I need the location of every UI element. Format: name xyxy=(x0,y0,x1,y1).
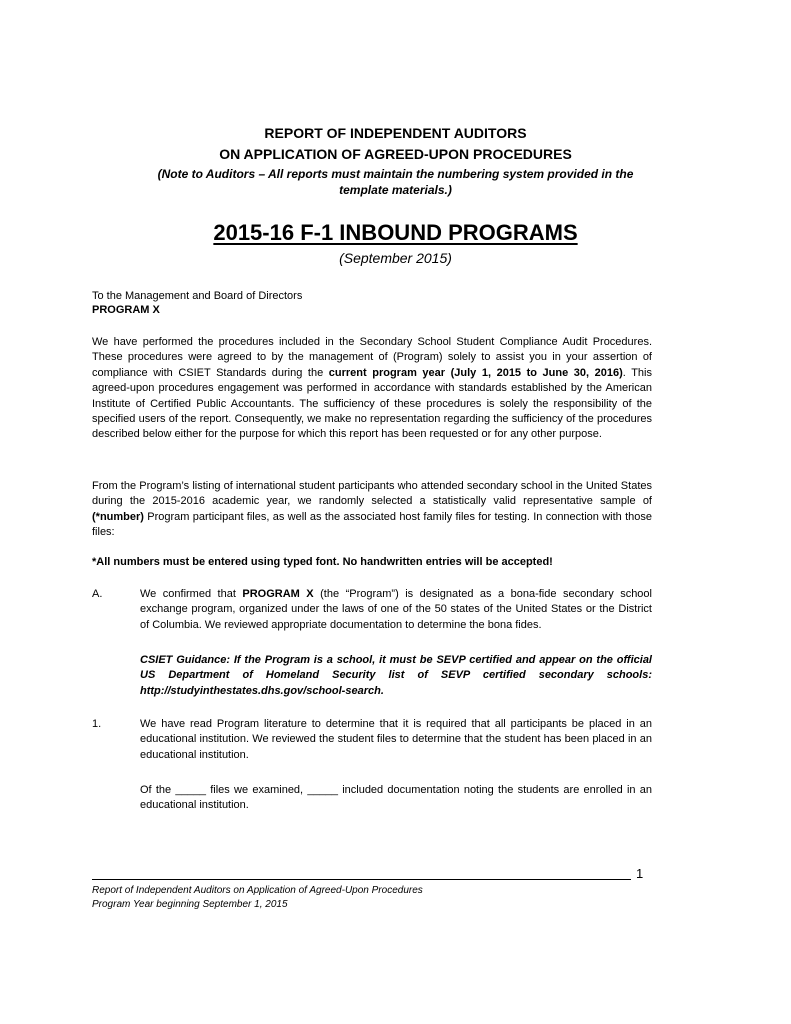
paragraph-procedures-text2: . This agreed-upon procedures engagement was performed in accordance with standards established by the American Institute of Certified Public Accountants. The sufficiency of these procedures is solely the responsibility of the specified users of the report. Consequently, we make no representation regarding the sufficiency of the procedures described below either for the purpose for which this report has been requested or for any other purpose. xyxy=(92,366,652,441)
footer-line2: Program Year beginning September 1, 2015 xyxy=(92,899,288,910)
csiet-guidance: CSIET Guidance: If the Program is a school, it must be SEVP certified and appear on the official US Department of Homeland Security list of SEVP certified secondary schools: http://studyinthestates.dhs.gov/school-search. xyxy=(140,654,652,697)
item-a-label: A. xyxy=(92,588,103,600)
paragraph-sample xyxy=(92,479,652,541)
document-date: (September 2015) xyxy=(339,250,452,266)
addressee-line1: To the Management and Board of Directors xyxy=(92,290,303,302)
paragraph-procedures xyxy=(92,335,652,443)
item-1-fill-in: Of the _____ files we examined, _____ included documentation noting the students are enrolled in an educational institution. xyxy=(140,784,652,812)
item-1-label: 1. xyxy=(92,718,102,730)
item-a-text xyxy=(140,587,652,633)
document-title xyxy=(92,219,699,247)
auditor-note xyxy=(92,166,699,198)
paragraph-sample-text2: Program participant files, as well as the associated host family files for testing. In connection with those files: xyxy=(92,510,652,539)
paragraph-procedures-text1: We have performed the procedures included in the Secondary School Student Compliance Audit Procedures. These procedures were agreed to by the management of (Program) solely to assist you in your assertion of compliance with CSIET Standards during the xyxy=(92,336,652,379)
paragraph-sample-bold: (*number) xyxy=(92,510,144,523)
footer-line1: Report of Independent Auditors on Application of Agreed-Upon Procedures xyxy=(92,885,423,896)
typed-font-notice: *All numbers must be entered using typed font. No handwritten entries will be accepted! xyxy=(92,556,553,568)
report-heading-line2: ON APPLICATION OF AGREED-UPON PROCEDURES xyxy=(219,146,572,162)
item-a-bold: PROGRAM X xyxy=(242,588,314,600)
footer-rule xyxy=(92,879,631,880)
auditor-note-line1: (Note to Auditors – All reports must maintain the numbering system provided in the xyxy=(157,167,634,181)
paragraph-sample-text1: From the Program’s listing of international student participants who attended secondary school in the United States during the 2015-2016 academic year, we randomly selected a statistically valid representative sample of xyxy=(92,480,652,508)
auditor-note-line2: template materials.) xyxy=(339,183,452,197)
paragraph-procedures-bold: current program year (July 1, 2015 to June 30, 2016) xyxy=(328,366,623,379)
item-a-text1: We confirmed that xyxy=(140,588,243,600)
page-number: 1 xyxy=(636,866,644,881)
addressee-line2: PROGRAM X xyxy=(92,304,160,316)
document-title-text: 2015-16 F-1 INBOUND PROGRAMS xyxy=(213,220,578,245)
report-heading-line1: REPORT OF INDEPENDENT AUDITORS xyxy=(264,125,527,141)
item-a-text2: (the “Program”) is designated as a bona-fide secondary school exchange program, organized under the laws of one of the 50 states of the United States or the District of Columbia. We reviewed appropriate documentation to determine the bona fides. xyxy=(140,588,652,631)
item-1-text: We have read Program literature to determine that it is required that all participants be placed in an educational institution. We reviewed the student files to determine that the student has been placed in an educational institution. xyxy=(140,718,652,761)
